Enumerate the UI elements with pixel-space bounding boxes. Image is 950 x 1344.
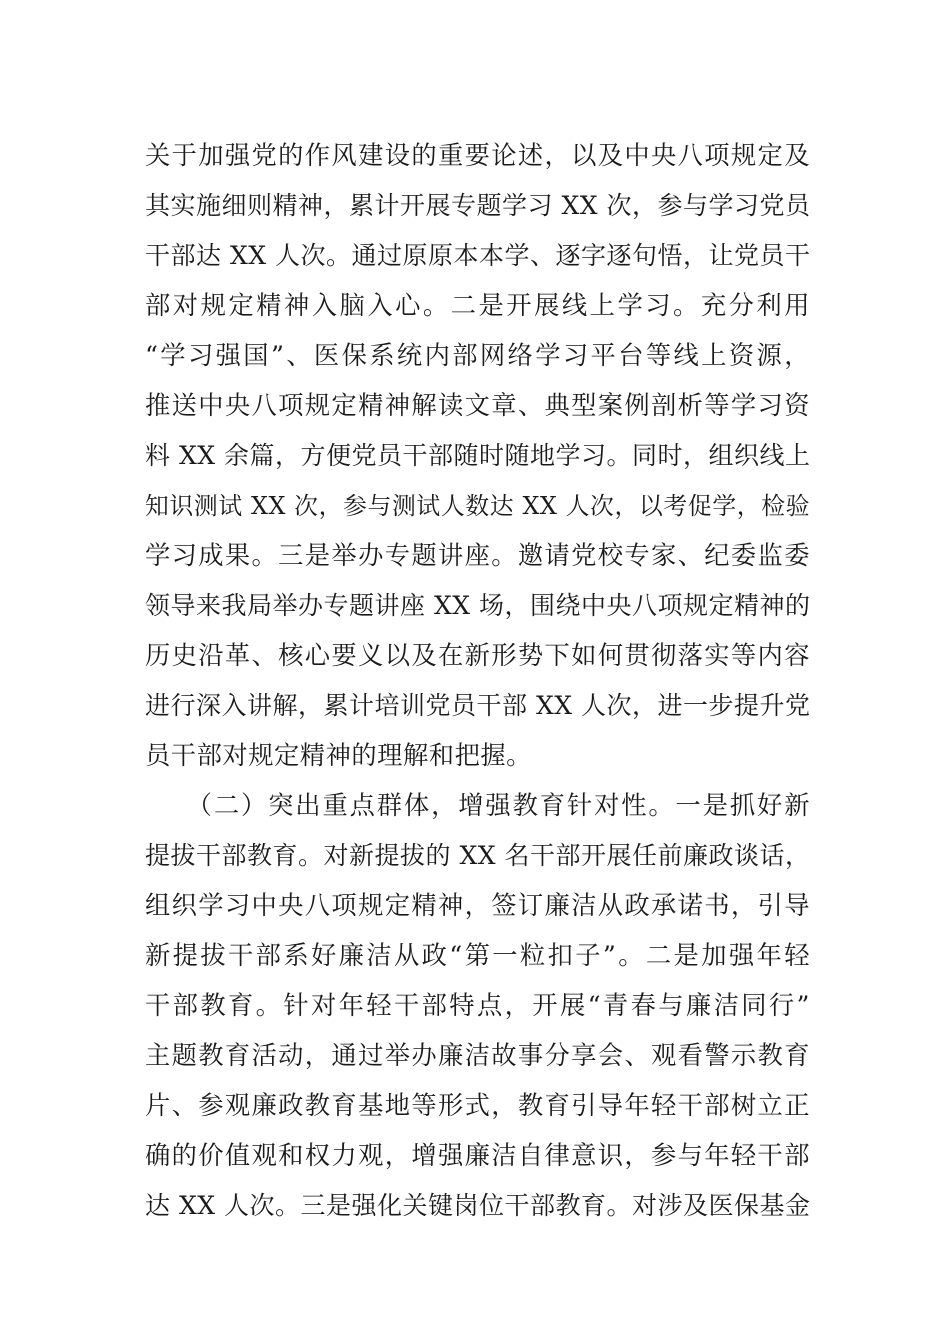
paragraph-1-line-13: 员干部对规定精神的理解和把握。 <box>145 741 532 770</box>
paragraph-2-line-7: 片、参观廉政教育基地等形式，教育引导年轻干部树立正 <box>145 1091 810 1120</box>
paragraph-1-line-9: 学习成果。三是举办专题讲座。邀请党校专家、纪委监委 <box>145 541 810 570</box>
paragraph-2-line-9: 达 XX 人次。三是强化关键岗位干部教育。对涉及医保基金 <box>145 1191 811 1220</box>
paragraph-2-line-6: 主题教育活动，通过举办廉洁故事分享会、观看警示教育 <box>145 1041 810 1070</box>
paragraph-1-line-8: 知识测试 XX 次，参与测试人数达 XX 人次，以考促学，检验 <box>145 492 810 520</box>
paragraph-1-line-11: 历史沿革、核心要义以及在新形势下如何贯彻落实等内容 <box>145 641 810 670</box>
paragraph-2-line-2: 提拔干部教育。对新提拔的 XX 名干部开展任前廉政谈话， <box>145 841 811 870</box>
paragraph-2-line-5: 干部教育。针对年轻干部特点，开展“青春与廉洁同行” <box>145 991 810 1020</box>
body-text <box>145 131 810 1231</box>
paragraph-1-line-4: 部对规定精神入脑入心。二是开展线上学习。充分利用 <box>145 291 810 320</box>
paragraph-1-line-12: 进行深入讲解，累计培训党员干部 XX 人次，进一步提升党 <box>145 691 811 720</box>
paragraph-1-line-1: 关于加强党的作风建设的重要论述，以及中央八项规定及 <box>145 141 810 170</box>
paragraph-2-line-1: （二）突出重点群体，增强教育针对性。一是抓好新 <box>145 791 810 820</box>
paragraph-2-line-3: 组织学习中央八项规定精神，签订廉洁从政承诺书，引导 <box>145 891 810 920</box>
paragraph-1-line-5: “学习强国”、医保系统内部网络学习平台等线上资源， <box>145 341 810 370</box>
paragraph-1-line-2: 其实施细则精神，累计开展专题学习 XX 次，参与学习党员 <box>145 191 811 220</box>
paragraph-2-line-8: 确的价值观和权力观，增强廉洁自律意识，参与年轻干部 <box>145 1141 810 1170</box>
paragraph-1-line-3: 干部达 XX 人次。通过原原本本学、逐字逐句悟，让党员干 <box>145 241 811 270</box>
paragraph-1-line-7: 料 XX 余篇，方便党员干部随时随地学习。同时，组织线上 <box>145 441 811 470</box>
paragraph-1-line-10: 领导来我局举办专题讲座 XX 场，围绕中央八项规定精神的 <box>145 591 811 620</box>
paragraph-1-line-6: 推送中央八项规定精神解读文章、典型案例剖析等学习资 <box>145 391 810 420</box>
paragraph-2-line-4: 新提拔干部系好廉洁从政“第一粒扣子”。二是加强年轻 <box>145 941 810 970</box>
